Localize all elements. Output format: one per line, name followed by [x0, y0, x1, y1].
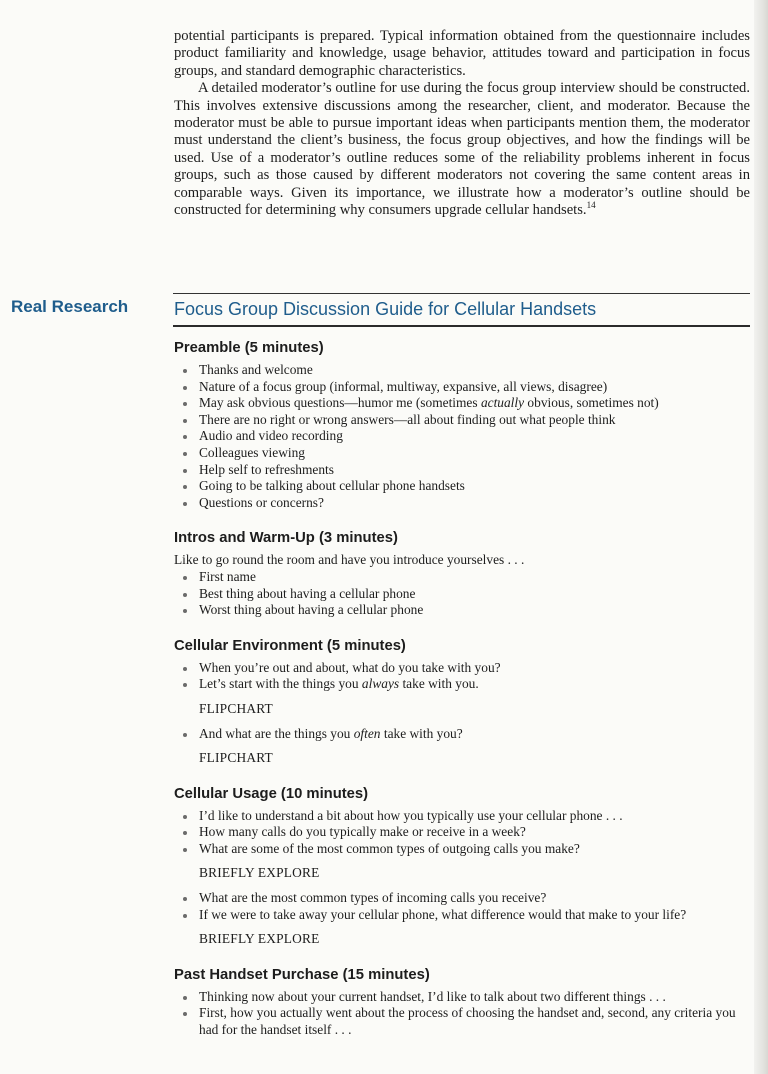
emphasis: always: [361, 676, 400, 692]
list-item: There are no right or wrong answers—all about finding out what people think: [174, 412, 750, 429]
list-item: Best thing about having a cellular phone: [174, 586, 750, 603]
list-item: First, how you actually went about the process of choosing the handset and, second, any criteria you had for the handset itself . . .: [174, 1005, 750, 1038]
intro-paragraph-2-text: A detailed moderator’s outline for use during the focus group interview should be constructed. This involves extensive discussions among the researcher, client, and moderator. Because the moderator must be able to pursue important ideas when participants mention them, the moderator must understand the client’s business, the focus group objectives, and how the findings will be used. Use of a moderator’s outline reduces some of the reliability problems inherent in focus groups, such as those caused by different moderators not covering the same content areas in comparable ways. Given its importance, we illustrate how a moderator’s outline should be constructed for determining why consumers upgrade cellular handsets.: [174, 80, 750, 219]
bullet-list: [174, 569, 750, 619]
list-item: [174, 395, 750, 412]
moderator-note: FLIPCHART: [199, 700, 273, 716]
bullet-list: [174, 890, 750, 923]
moderator-note: BRIEFLY EXPLORE: [199, 931, 320, 947]
list-item: Thinking now about your current handset, I’d like to talk about two different things . . .: [174, 989, 750, 1006]
section-preamble: [174, 338, 750, 511]
box-top-rule: [173, 293, 750, 294]
bullet-list: [174, 660, 750, 693]
list-item: What are the most common types of incoming calls you receive?: [174, 890, 750, 907]
section-usage: [174, 784, 750, 948]
emphasis: often: [353, 725, 381, 741]
list-item: Audio and video recording: [174, 428, 750, 445]
list-item-text: obvious, sometimes not): [524, 395, 659, 411]
intro-text: [174, 28, 750, 219]
bullet-list: [174, 808, 750, 858]
page-edge-shadow: [754, 0, 768, 1074]
section-title: Cellular Environment (5 minutes): [174, 637, 406, 654]
section-title: Cellular Usage (10 minutes): [174, 785, 369, 802]
box-title-rule: [173, 325, 750, 327]
list-item: Thanks and welcome: [174, 362, 750, 379]
list-item-text: take with you.: [399, 676, 479, 692]
section-title: Preamble (5 minutes): [174, 340, 324, 356]
list-item: [174, 676, 750, 693]
section-purchase: [174, 965, 750, 1039]
moderator-note: FLIPCHART: [199, 750, 273, 766]
section-lead: Like to go round the room and have you introduce yourselves . . .: [174, 552, 525, 568]
intro-paragraph-1: potential participants is prepared. Typical information obtained from the questionnaire includes product familiarity and knowledge, usage behavior, attitudes toward and participation in focus groups, and standard demographic characteristics.: [174, 28, 750, 79]
list-item: Nature of a focus group (informal, multiway, expansive, all views, disagree): [174, 379, 750, 396]
list-item: Help self to refreshments: [174, 462, 750, 479]
section-title: Past Handset Purchase (15 minutes): [174, 966, 430, 983]
list-item-text: Let’s start with the things you: [199, 676, 362, 692]
box-title: Focus Group Discussion Guide for Cellular Handsets: [174, 299, 597, 319]
footnote-reference: 14: [586, 200, 596, 211]
list-item: Worst thing about having a cellular phone: [174, 602, 750, 619]
real-research-label: Real Research: [11, 297, 129, 316]
bullet-list: [174, 989, 750, 1039]
list-item-text: take with you?: [380, 725, 463, 741]
list-item: Going to be talking about cellular phone handsets: [174, 478, 750, 495]
list-item: How many calls do you typically make or receive in a week?: [174, 824, 750, 841]
discussion-guide: [174, 338, 750, 1056]
emphasis: actually: [480, 395, 525, 411]
list-item: I’d like to understand a bit about how you typically use your cellular phone . . .: [174, 808, 750, 825]
list-item: What are some of the most common types of outgoing calls you make?: [174, 841, 750, 858]
list-item: First name: [174, 569, 750, 586]
section-environment: [174, 636, 750, 767]
section-intros: [174, 528, 750, 618]
list-item: Questions or concerns?: [174, 495, 750, 512]
bullet-list: [174, 726, 750, 743]
list-item-text: May ask obvious questions—humor me (sometimes: [199, 395, 481, 411]
list-item: Colleagues viewing: [174, 445, 750, 462]
moderator-note: BRIEFLY EXPLORE: [199, 865, 320, 881]
section-title: Intros and Warm-Up (3 minutes): [174, 530, 398, 547]
list-item: [174, 726, 750, 743]
list-item: If we were to take away your cellular phone, what difference would that make to your life?: [174, 907, 750, 924]
bullet-list: [174, 362, 750, 511]
intro-paragraph-2: [174, 80, 750, 219]
list-item: When you’re out and about, what do you take with you?: [174, 660, 750, 677]
list-item-text: And what are the things you: [199, 725, 354, 741]
